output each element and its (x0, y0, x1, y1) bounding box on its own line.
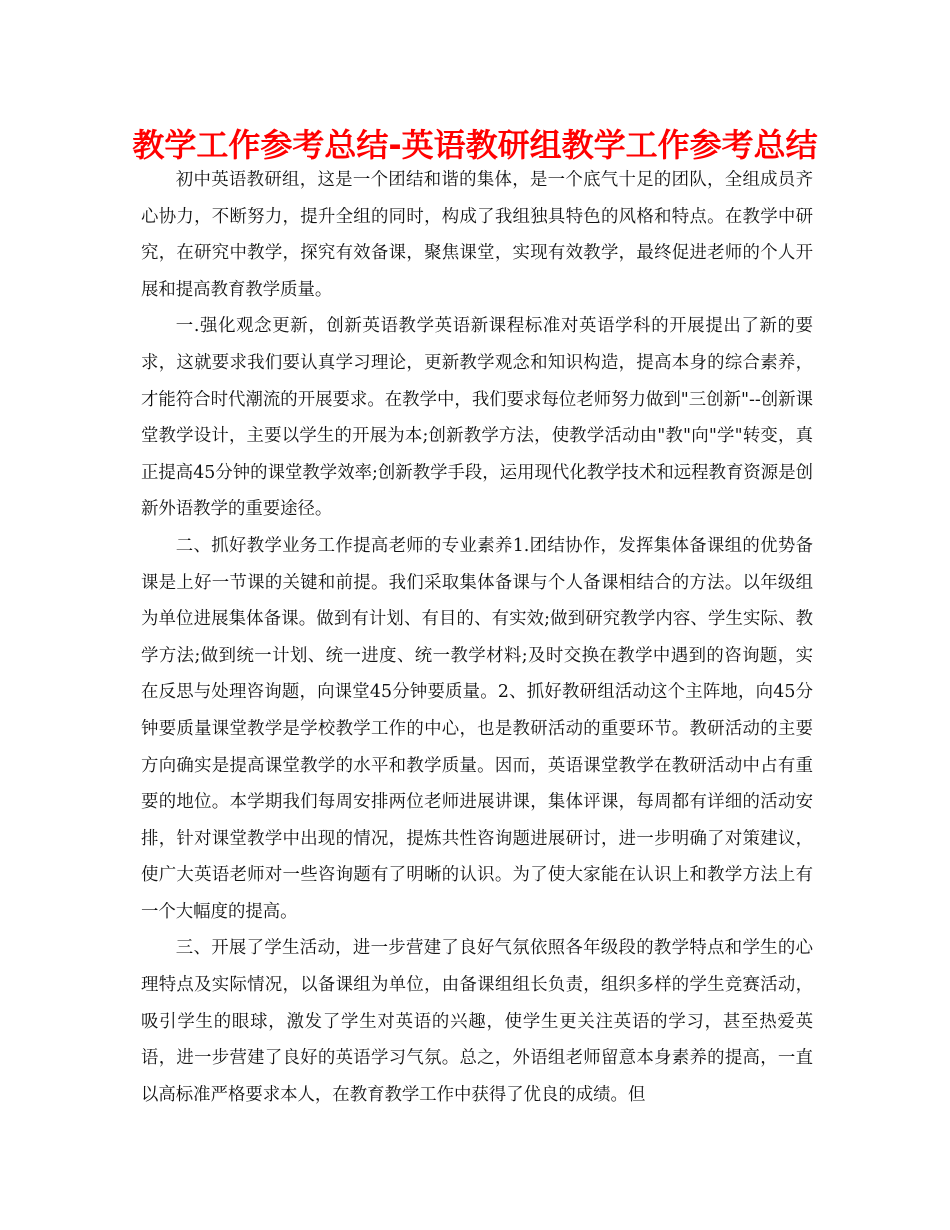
paragraph-intro: 初中英语教研组，这是一个团结和谐的集体，是一个底气十足的团队，全组成员齐心协力，不断努力，提升全组的同时，构成了我组独具特色的风格和特点。在教学中研究，在研究中教学，探究有效备课，聚焦课堂，实现有效教学，最终促进老师的个人开展和提高教育教学质量。 (141, 170, 813, 300)
paragraph-section-1: 一.强化观念更新，创新英语教学英语新课程标准对英语学科的开展提出了新的要求，这就要求我们要认真学习理论，更新教学观念和知识构造，提高本身的综合素养，才能符合时代潮流的开展要求。在教学中，我们要求每位老师努力做到"三创新"--创新课堂教学设计，主要以学生的开展为本;创新教学方法，使教学活动由"教"向"学"转变，真正提高45分钟的课堂教学效率;创新教学手段，运用现代化教学技术和远程教育资源是创新外语教学的重要途径。 (141, 316, 813, 520)
paragraph-section-2: 二、抓好教学业务工作提高老师的专业素养1.团结协作，发挥集体备课组的优势备课是上好一节课的关键和前提。我们采取集体备课与个人备课相结合的方法。以年级组为单位进展集体备课。做到有计划、有目的、有实效;做到研究教学内容、学生实际、教学方法;做到统一计划、统一进度、统一教学材料;及时交换在教学中遇到的咨询题，实在反思与处理咨询题，向课堂45分钟要质量。2、抓好教研组活动这个主阵地，向45分钟要质量课堂教学是学校教学工作的中心，也是教研活动的重要环节。教研活动的主要方向确实是提高课堂教学的水平和教学质量。因而，英语课堂教学在教研活动中占有重要的地位。本学期我们每周安排两位老师进展讲课，集体评课，每周都有详细的活动安排，针对课堂教学中出现的情况，提炼共性咨询题进展研讨，进一步明确了对策建议，使广大英语老师对一些咨询题有了明晰的认识。为了使大家能在认识上和教学方法上有一个大幅度的提高。 (141, 535, 813, 922)
paragraph-section-3: 三、开展了学生活动，进一步营建了良好气氛依照各年级段的教学特点和学生的心理特点及实际情况，以备课组为单位，由备课组组长负责，组织多样的学生竞赛活动，吸引学生的眼球，激发了学生对英语的兴趣，使学生更关注英语的学习，甚至热爱英语，进一步营建了良好的英语学习气氛。总之，外语组老师留意本身素养的提高，一直以高标准严格要求本人，在教育教学工作中获得了优良的成绩。但 (141, 938, 813, 1105)
document-body (141, 162, 813, 1113)
document-title: 教学工作参考总结-英语教研组教学工作参考总结 (132, 126, 818, 164)
